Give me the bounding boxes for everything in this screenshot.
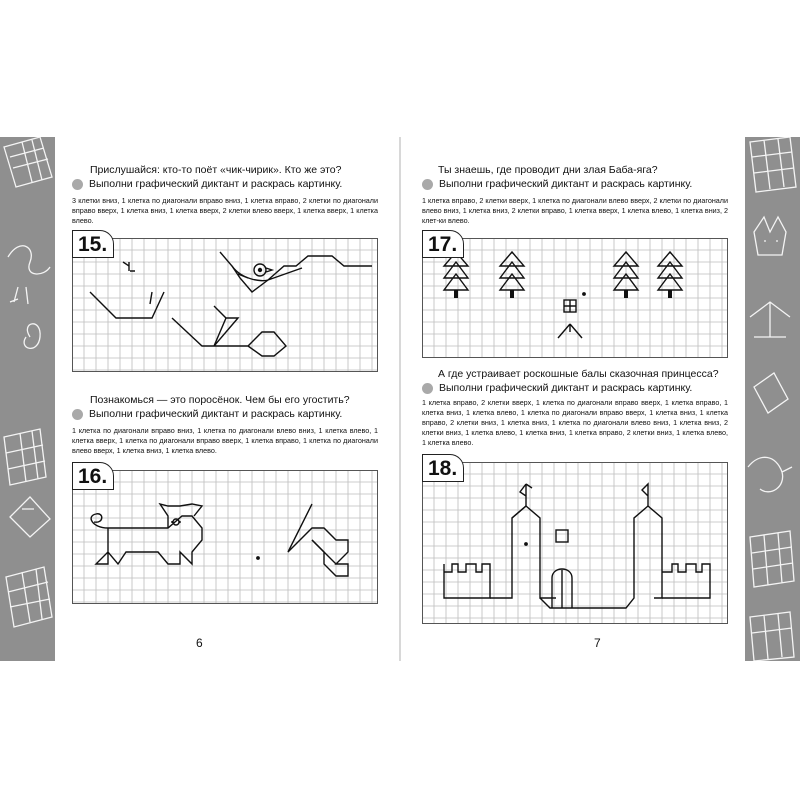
task17-instruction-text: Выполни графический диктант и раскрась картинку. [439,178,693,190]
task17-number: 17. [422,230,464,258]
task16-instruction-text: Выполни графический диктант и раскрась картинку. [89,408,343,420]
pig-drawing [91,504,348,576]
bullet-icon [72,409,83,420]
task18-instruction-text: Выполни графический диктант и раскрась картинку. [439,382,693,394]
bullet-icon [72,179,83,190]
task17-heading: Ты знаешь, где проводит дни злая Баба-яга? [438,164,658,176]
task18-dictation: 1 клетка вправо, 2 клетки вверх, 1 клетка по диагонали вправо вверх, 1 клетка вправо, 1 клетка вниз, 1 клетка влево, 1 клетка по диагонали вправо вверх, 1 клетка вниз, 1 клетка вправо, 2 клетки вниз, 1 клетка вниз, 1 клетка по диагонали влево вниз, 1 клетка вниз, 2 клетки вниз, 1 клетка влево, 1 клетка вниз, 1 клетка вправо, 2 клетки вниз, 1 клетка влево, 1 клетка влево. [422,398,728,447]
doodle-pattern-right [740,137,800,661]
task15-dictation: 3 клетки вниз, 1 клетка по диагонали вправо вниз, 1 клетка вправо, 2 клетки по диагонали вправо вверх, 1 клетка вниз, 1 клетка вверх, 2 клетки влево вверх, 1 клетка вверх, 1 клетка влево. [72,196,378,225]
page-number-right: 7 [594,636,601,650]
task16-grid [72,470,378,604]
task16-number: 16. [72,462,114,490]
task18-grid [422,462,728,624]
task17-grid [422,238,728,358]
task16-dictation: 1 клетка по диагонали вправо вниз, 1 клетка по диагонали влево вниз, 1 клетка влево, 1 клетка вверх, 1 клетка по диагонали вправо вверх, 1 клетка вправо, 1 клетка по диагонали влево вверх, 1 клетка вниз, 1 клетка влево. [72,426,378,455]
task15-heading: Прислушайся: кто-то поёт «чик-чирик». Кто же это? [90,164,342,176]
task17-dictation: 1 клетка вправо, 2 клетки вверх, 1 клетка по диагонали влево вверх, 2 клетки по диагонали влево вниз, 1 клетка вниз, 2 клетки вправо, 1 клетка вверх, 1 клетка влево, 1 клетка вниз, 2 клет-ки влево. [422,196,728,225]
task15-grid [72,238,378,372]
task15-instruction [72,178,372,191]
task15-number: 15. [72,230,114,258]
page-number-left: 6 [196,636,203,650]
task16-heading: Познакомься — это поросёнок. Чем бы его угостить? [90,394,350,406]
task18-instruction [422,382,722,395]
task18-heading: А где устраивает роскошные балы сказочная принцесса? [438,368,719,380]
forest-hut-drawing [444,252,682,338]
task18-number: 18. [422,454,464,482]
book-spine [399,137,401,661]
bullet-icon [422,383,433,394]
task17-instruction [422,178,722,191]
right-decorative-border [740,137,800,661]
task15-instruction-text: Выполни графический диктант и раскрась картинку. [89,178,343,190]
bullet-icon [422,179,433,190]
task16-instruction [72,408,372,421]
